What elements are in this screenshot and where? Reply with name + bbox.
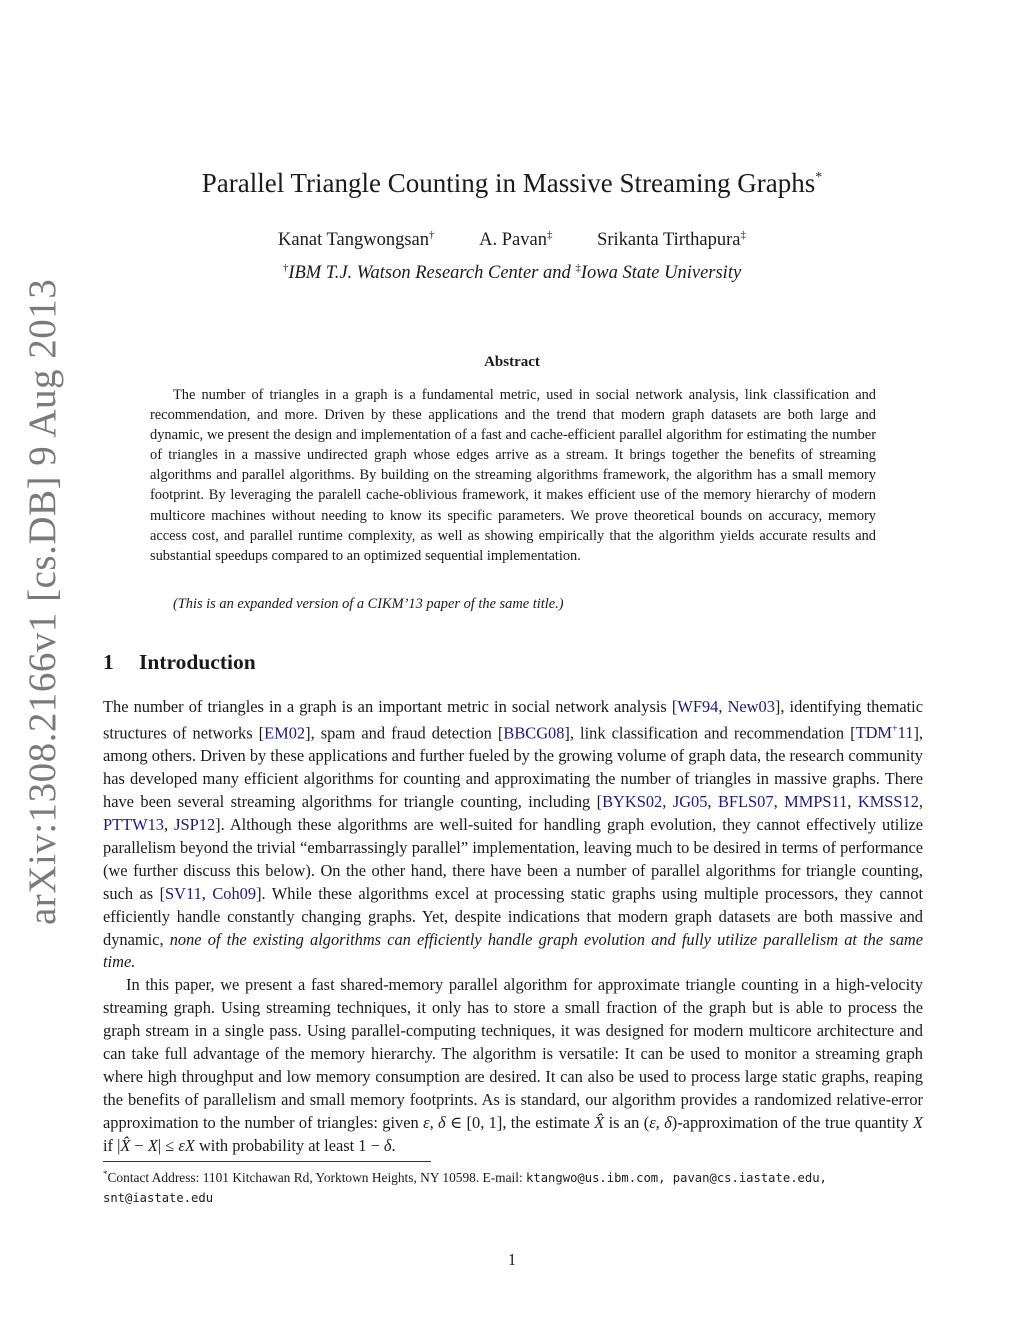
citation-link[interactable]: JG05 [672, 792, 708, 812]
abstract-body: The number of triangles in a graph is a fundamental metric, used in social network analysis, link classification and recommendation, and more. Driven by these applications and the trend that modern graph datasets are both large and dynamic, we present the design and implementation of a fast and cache-efficient parallel algorithm for estimating the number of triangles in a massive undirected graph whose edges arrive as a stream. It brings together the benefits of streaming algorithms and parallel algorithms. By building on the streaming algorithms framework, the algorithm has a small memory footprint. By leveraging the paralell cache-oblivious framework, it makes efficient use of the memory hierarchy of modern multicore machines without needing to know its specific parameters. We prove theoretical bounds on accuracy, memory access cost, and parallel runtime complexity, as well as showing empirically that the algorithm yields accurate results and substantial speedups compared to an optimized sequential implementation. [150, 387, 876, 564]
citation-link[interactable]: MMPS11 [784, 792, 848, 812]
citation-link[interactable]: BYKS02 [602, 792, 663, 812]
citation-link[interactable]: Coh09 [212, 883, 257, 903]
citation-link[interactable]: WF94 [677, 697, 719, 716]
section-heading: 1 Introduction [103, 650, 256, 674]
author-list [0, 229, 1024, 251]
citation-link[interactable]: BFLS07 [717, 792, 774, 812]
citation-link[interactable]: PTTW13 [103, 815, 165, 834]
paragraph: The number of triangles in a graph is an important metric in social network analysis [WF94, New03], identifying thematic structures of networks [EM02], spam and fraud detection [BBCG08], link classification and recommendation [TDM+11], among others. Driven by these applications and further fueled by the growing volume of graph data, the research community has developed many efficient algorithms for counting and approximating the number of triangles in massive graphs. There have been several streaming algorithms for triangle counting, including [BYKS02, JG05, BFLS07, MMPS11, KMSS12, PTTW13, JSP12]. Although these algorithms are well-suited for handling graph evolution, they cannot effectively utilize parallelism beyond the trivial “embarrassingly parallel” implementation, leaving much to be desired in terms of performance (we further discuss this below). On the other hand, there have been a number of parallel algorithms for triangle counting, such as [SV11, Coh09]. While these algorithms excel at processing static graphs using multiple processors, they cannot efficiently handle constantly changing graphs. Yet, despite indications that modern graph datasets are both massive and dynamic, none of the existing algorithms can efficiently handle graph evolution and fully utilize parallelism at the same time. [103, 697, 924, 972]
arxiv-identifier: arXiv:1308.2166v1 [cs.DB] 9 Aug 2013 [21, 278, 64, 925]
footnote-divider [103, 1161, 431, 1162]
paper-title: Parallel Triangle Counting in Massive Streaming Graphs* [201, 168, 823, 198]
citation-link[interactable]: SV11 [165, 883, 202, 903]
page-number: 1 [507, 1250, 517, 1269]
citation-link[interactable]: KMSS12 [857, 792, 919, 812]
abstract-heading: Abstract [484, 354, 540, 370]
author: A. Pavan‡ [479, 229, 553, 250]
citation-link[interactable]: TDM+11 [855, 723, 914, 743]
citation-link[interactable]: JSP12 [174, 815, 216, 834]
contact-emails: ktangwo@us.ibm.com, pavan@cs.iastate.edu, snt@iastate.edu [103, 1171, 827, 1205]
paragraph: In this paper, we present a fast shared-memory parallel algorithm for approximate triangle counting in a high-velocity streaming graph. Using streaming techniques, it only has to store a small fraction of the graph but is able to process the graph stream in a single pass. Using parallel-computing techniques, it was designed for modern multicore architecture and can take full advantage of the memory hierarchy. The algorithm is versatile: It can be used to monitor a streaming graph where high throughput and low memory consumption are desired. It can also be used to process large static graphs, reaping the benefits of parallelism and small memory footprints. As is standard, our algorithm provides a randomized relative-error approximation to the number of triangles: given ε, δ ∈ [0, 1], the estimate X̂ is an (ε, δ)-approximation of the true quantity X if |X̂ − X| ≤ εX with probability at least 1 − δ. [103, 975, 924, 1155]
footnote: *Contact Address: 1101 Kitchawan Rd, Yorktown Heights, NY 10598. E-mail: ktangwo@us.ibm.com, pavan@cs.iastate.edu, snt@iastate.edu [103, 1169, 827, 1205]
affiliations: †IBM T.J. Watson Research Center and ‡Iowa State University [282, 262, 742, 283]
author: Srikanta Tirthapura‡ [597, 229, 746, 250]
title-footnote-mark: * [815, 170, 823, 185]
abstract-note: (This is an expanded version of a CIKM’13 paper of the same title.) [173, 596, 564, 612]
citation-link[interactable]: BBCG08 [503, 723, 565, 743]
introduction-body [103, 696, 923, 1158]
citation-link[interactable]: New03 [727, 697, 775, 716]
citation-link[interactable]: EM02 [264, 723, 306, 743]
author: Kanat Tangwongsan† [278, 229, 435, 250]
